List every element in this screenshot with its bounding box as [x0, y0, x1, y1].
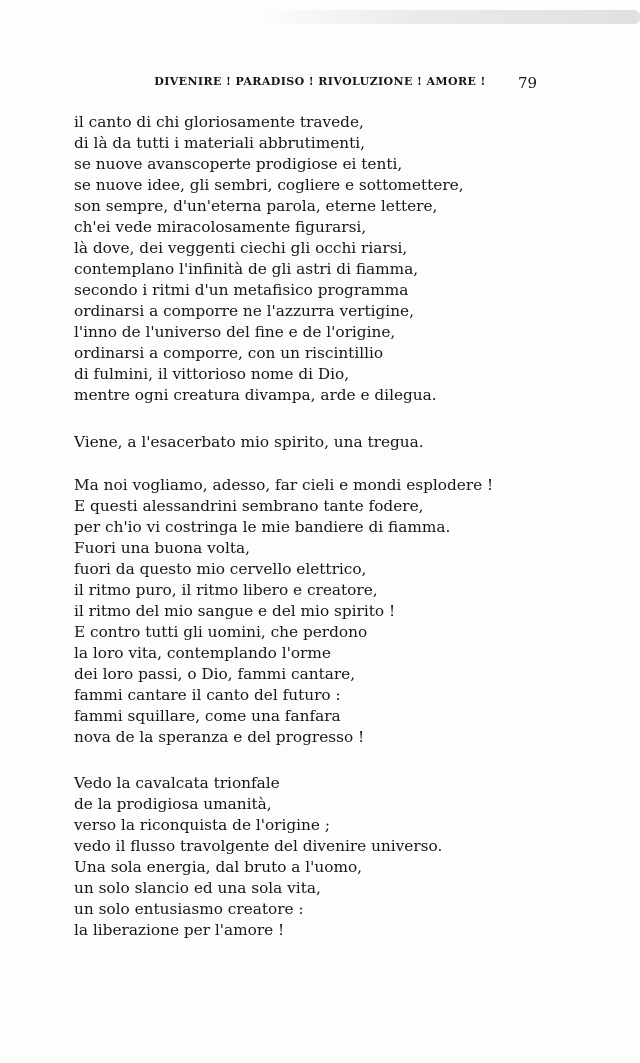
verse-line: nova de la speranza e del progresso !	[74, 728, 365, 746]
verse-line: il ritmo puro, il ritmo libero e creatore,	[74, 581, 378, 599]
verse-line: mentre ogni creatura divampa, arde e dilegua.	[74, 386, 437, 404]
verse-line: dei loro passi, o Dio, fammi cantare,	[74, 665, 356, 683]
verse-line: un solo slancio ed una sola vita,	[74, 879, 321, 897]
verse-line: se nuove idee, gli sembri, cogliere e sottomettere,	[74, 176, 464, 194]
verse-line: l'inno de l'universo del fine e de l'origine,	[74, 323, 396, 341]
verse-line: E questi alessandrini sembrano tante fodere,	[74, 497, 424, 515]
stanza-1	[74, 112, 594, 406]
show-through-shadow	[260, 10, 640, 24]
verse-line: de la prodigiosa umanità,	[74, 795, 272, 813]
stanza-3	[74, 475, 594, 748]
verse-line: Una sola energia, dal bruto a l'uomo,	[74, 858, 363, 876]
verse-line: la liberazione per l'amore !	[74, 921, 285, 939]
stanza-2	[74, 432, 594, 453]
verse-line: un solo entusiasmo creatore :	[74, 900, 304, 918]
verse-line: ordinarsi a comporre, con un riscintillio	[74, 344, 384, 362]
verse-line: vedo il flusso travolgente del divenire universo.	[74, 837, 443, 855]
verse-line: di là da tutti i materiali abbrutimenti,	[74, 134, 366, 152]
verse-line: Vedo la cavalcata trionfale	[74, 774, 280, 792]
verse-line: là dove, dei veggenti ciechi gli occhi riarsi,	[74, 239, 408, 257]
verse-line: ordinarsi a comporre ne l'azzurra vertigine,	[74, 302, 414, 320]
running-head: DIVENIRE ! PARADISO ! RIVOLUZIONE ! AMORE !	[154, 75, 486, 88]
verse-line: di fulmini, il vittorioso nome di Dio,	[74, 365, 350, 383]
verse-line: son sempre, d'un'eterna parola, eterne lettere,	[74, 197, 438, 215]
verse-line: fuori da questo mio cervello elettrico,	[74, 560, 367, 578]
verse-line: Fuori una buona volta,	[74, 539, 250, 557]
verse-line: fammi squillare, come una fanfara	[74, 707, 341, 725]
verse-line: Ma noi vogliamo, adesso, far cieli e mondi esplodere !	[74, 476, 494, 494]
verse-line: la loro vita, contemplando l'orme	[74, 644, 331, 662]
verse-line: ch'ei vede miracolosamente figurarsi,	[74, 218, 367, 236]
verse-line: il canto di chi gloriosamente travede,	[74, 113, 364, 131]
verse-line: per ch'io vi costringa le mie bandiere di fiamma.	[74, 518, 451, 536]
verse-line: se nuove avanscoperte prodigiose ei tenti,	[74, 155, 403, 173]
verse-line: il ritmo del mio sangue e del mio spirito !	[74, 602, 396, 620]
verse-line: fammi cantare il canto del futuro :	[74, 686, 341, 704]
verse-line: contemplano l'infinità de gli astri di fiamma,	[74, 260, 419, 278]
verse-line: verso la riconquista de l'origine ;	[74, 816, 330, 834]
verse-line: secondo i ritmi d'un metafisico programma	[74, 281, 409, 299]
verse-line: Viene, a l'esacerbato mio spirito, una tregua.	[74, 433, 424, 451]
page-number: 79	[518, 74, 538, 92]
stanza-4	[74, 773, 594, 941]
verse-line: E contro tutti gli uomini, che perdono	[74, 623, 368, 641]
